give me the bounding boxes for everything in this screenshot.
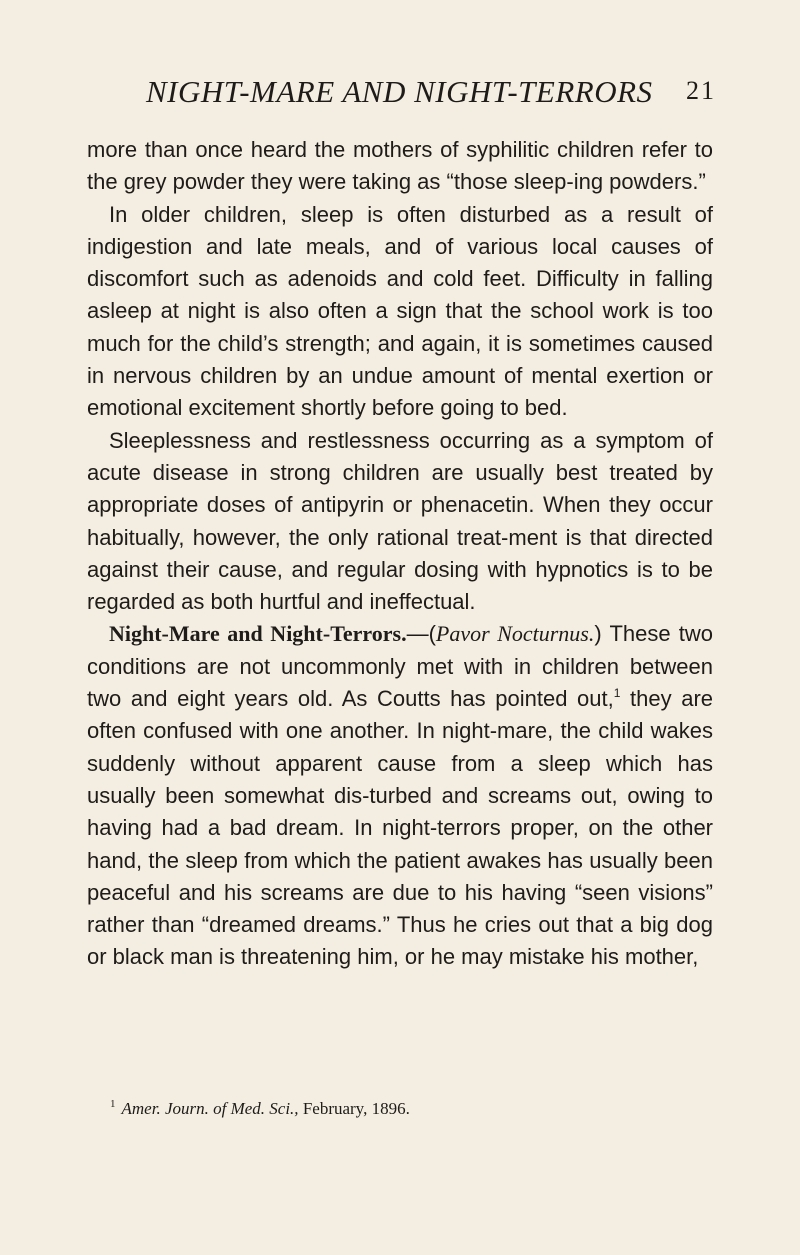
section-text-part2: they are often confused with one another. In night-mare, the child wakes suddenly without apparent cause from a sleep which has usually been somewhat dis-turbed and screams out, owing to having had a bad dream. In night-terrors proper, on the other hand, the sleep from which the patient awakes has usually been peaceful and his screams are due to his having “seen visions” rather than “dreamed dreams.” Thus he cries out that a big dog or black man is threatening him, or he may mistake his mother,	[87, 686, 714, 970]
body-text	[87, 134, 713, 974]
footnote-reference: 1	[613, 686, 621, 701]
footnote-date: February, 1896.	[298, 1099, 410, 1118]
section-text-part1: These two conditions are not uncommonly met with in children between two and eight years old. As Coutts has pointed out,	[87, 621, 713, 712]
section-latin-close: )	[594, 621, 602, 647]
section-latin-open: —(	[406, 621, 436, 647]
running-head	[146, 74, 716, 114]
section-latin-name: Pavor Nocturnus.	[435, 621, 595, 647]
paragraph-night-mare	[87, 618, 713, 973]
paragraph-continuation: more than once heard the mothers of syphilitic children refer to the grey powder they were taking as “those sleep-ing powders.”	[87, 137, 713, 195]
section-heading: Night-Mare and Night-Terrors.	[109, 621, 407, 647]
running-head-title: NIGHT-MARE AND NIGHT-TERRORS	[146, 74, 653, 109]
paragraph-older-children: In older children, sleep is often disturbed as a result of indigestion and late meals, and of various local causes of discomfort such as adenoids and cold feet. Difficulty in falling asleep at night is also often a sign that the school work is too much for the child’s strength; and again, it is sometimes caused in nervous children by an undue amount of mental exertion or emotional excitement shortly before going to bed.	[87, 201, 713, 421]
footnote-journal: Amer. Journ. of Med. Sci.,	[121, 1099, 299, 1118]
footnote-mark: 1	[110, 1098, 116, 1110]
paragraph-sleeplessness: Sleeplessness and restlessness occurring as a symptom of acute disease in strong children are usually best treated by appropriate doses of antipyrin or phenacetin. When they occur habitually, however, the only rational treat-ment is that directed against their cause, and regular dosing with hypnotics is to be regarded as both hurtful and ineffectual.	[87, 427, 713, 615]
page-number: 21	[686, 76, 716, 105]
footnote	[110, 1098, 710, 1120]
